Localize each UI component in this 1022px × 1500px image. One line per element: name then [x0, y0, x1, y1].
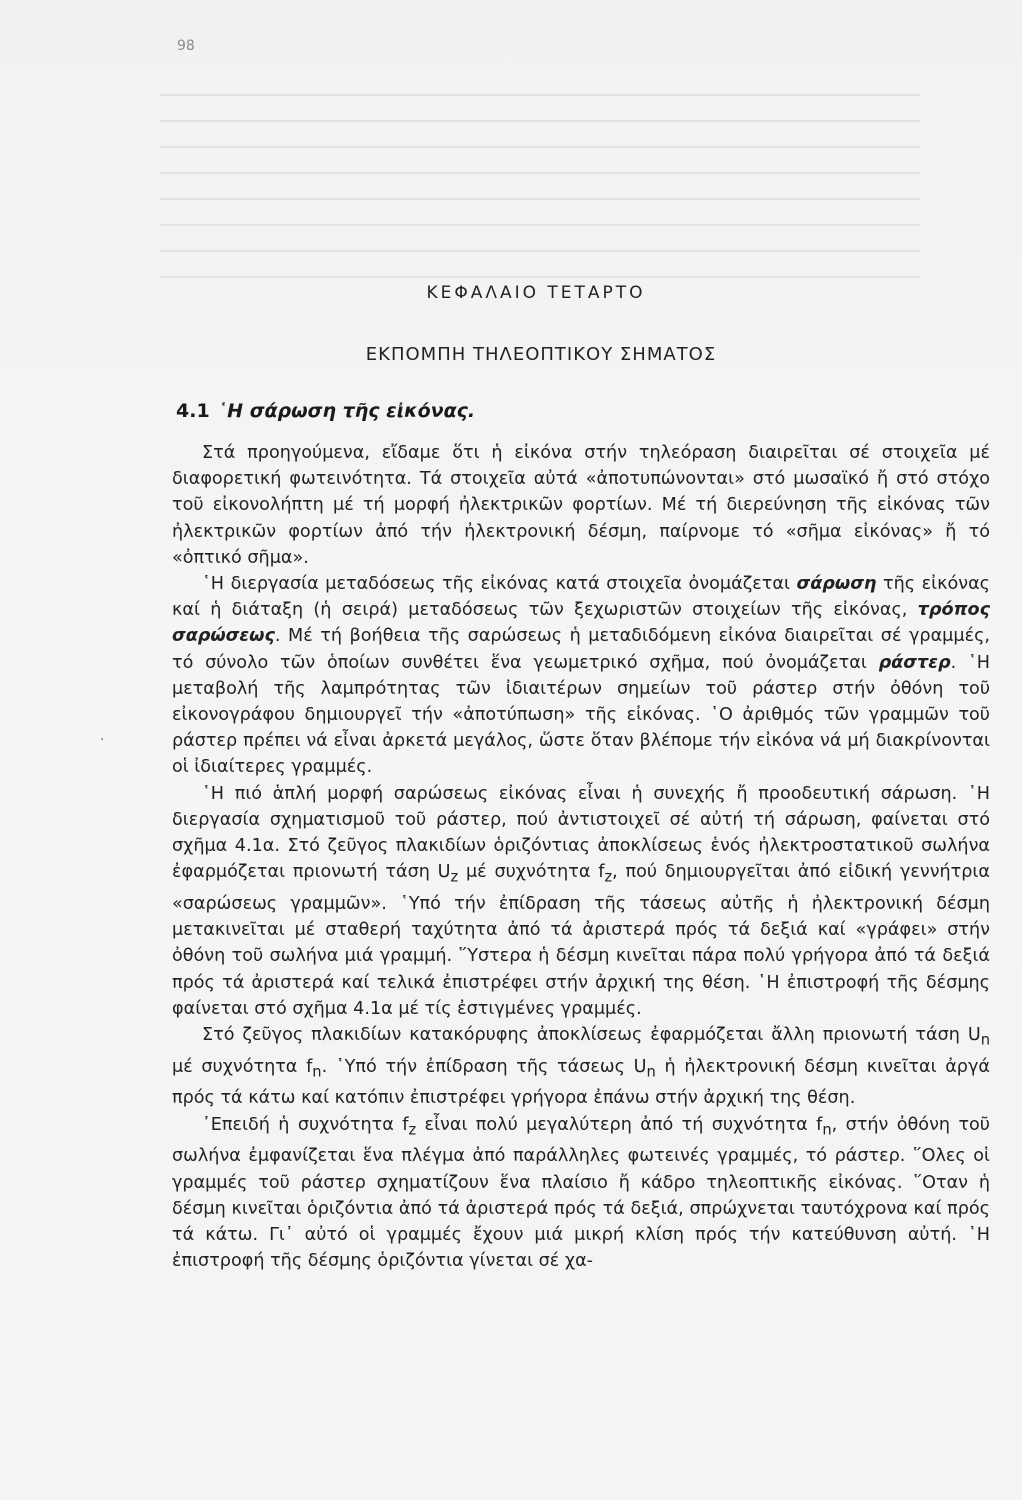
paragraph [172, 440, 990, 571]
keyword-emphasis: ράστερ [878, 652, 951, 673]
subscript: z [408, 1121, 417, 1139]
subscript: n [646, 1063, 656, 1081]
keyword-emphasis: σάρωση [796, 574, 877, 595]
text-run: . ῾Υπό τήν ἐπίδραση τῆς τάσεως U [321, 1056, 647, 1077]
keyword-emphasis: τρόπος σαρώσεως [172, 600, 990, 647]
text-run: εἶναι πολύ μεγαλύτερη ἀπό τή συχνότητα f [416, 1114, 823, 1135]
chapter-subtitle: ΕΚΠΟΜΠΗ ΤΗΛΕΟΠΤΙΚΟΥ ΣΗΜΑΤΟΣ [365, 344, 717, 365]
paragraph [172, 1112, 990, 1275]
section-title: ῾Η σάρωση τῆς εἰκόνας. [217, 400, 476, 422]
body-text [172, 440, 990, 1274]
text-run: . ῾Η μεταβολή τῆς λαμπρότητας τῶν ἰδιαιτέρων σημείων τοῦ ράστερ στήν ὀθόνη τοῦ εἰκονογράφου δημιουργεῖ τήν «ἀποτύπωση» τῆς εἰκόνας. ῾Ο ἀριθμός τῶν γραμμῶν τοῦ ράστερ πρέπει νά εἶναι ἀρκετά μεγάλος, ὥστε ὅταν βλέπομε τήν εἰκόνα νά μή διακρίνονται οἱ ἰδιαίτερες γραμμές. [172, 652, 990, 778]
chapter-heading: ΚΕΦΑΛΑΙΟ ΤΕΤΑΡΤΟ [426, 283, 646, 303]
subscript: n [980, 1031, 990, 1049]
section-heading [176, 400, 475, 422]
subscript: n [822, 1121, 832, 1139]
text-run: Στά προηγούμενα, εἴδαμε ὅτι ἡ εἰκόνα στήν τηλεόραση διαιρεῖται σέ στοιχεῖα μέ διαφορετική φωτεινότητα. Τά στοιχεῖα αὐτά «ἀποτυπώνονται» στό μωσαϊκό ἤ στό στόχο τοῦ εἰκονολήπτη μέ τή μορφή ἠλεκτρικῶν φορτίων. Μέ τή διερεύνηση τῆς εἰκόνας τῶν ἠλεκτρικῶν φορτίων ἀπό τήν ἠλεκτρονική δέσμη, παίρνομε τό «σῆμα εἰκόνας» ἤ τό «ὀπτικό σῆμα». [172, 443, 990, 568]
section-number: 4.1 [176, 400, 210, 422]
text-run: , στήν ὀθόνη τοῦ σωλήνα ἐμφανίζεται ἕνα πλέγμα ἀπό παράλληλες φωτεινές γραμμές, τό ράστερ. ῞Ολες οἱ γραμμές τοῦ ράστερ σχηματίζουν ἕνα πλαίσιο ἤ κάδρο τηλεοπτικῆς εἰκόνας. ῞Οταν ἡ δέσμη κινεῖται ὁριζόντια ἀπό τά ἀριστερά πρός τά δεξιά, σπρώχνεται ταυτόχρονα καί πρός τά κάτω. Γι᾿ αὐτό οἱ γραμμές ἔχουν μιά μικρή κλίση πρός τήν κατεύθυνση αὐτή. ῾Η ἐπιστροφή τῆς δέσμης ὁριζόντια γίνεται σέ χα- [172, 1114, 990, 1272]
text-run: ῾Η πιό ἁπλή μορφή σαρώσεως εἰκόνας εἶναι ἡ συνεχής ἤ προοδευτική σάρωση. ῾Η διεργασία σχηματισμοῦ τοῦ ράστερ, πού ἀντιστοιχεῖ σέ αὐτή τή σάρωση, φαίνεται στό σχῆμα 4.1α. Στό ζεῦγος πλακιδίων ὁριζόντιας ἀποκλίσεως ἑνός ἠλεκτροστατικοῦ σωλήνα ἐφαρμόζεται πριονωτή τάση U [172, 783, 990, 883]
text-run: ἡ ἠλεκτρονική δέσμη κινεῖται ἀργά πρός τά κάτω καί κατόπιν ἐπιστρέφει γρήγορα ἐπάνω στήν ἀρχική της θέση. [172, 1056, 990, 1109]
text-run: . Μέ τή βοήθεια τῆς σαρώσεως ἡ μεταδιδόμενη εἰκόνα διαιρεῖται σέ γραμμές, τό σύνολο τῶν ὁποίων συνθέτει ἕνα γεωμετρικό σχῆμα, πού ὀνομάζεται [172, 626, 990, 673]
text-run: Στό ζεῦγος πλακιδίων κατακόρυφης ἀποκλίσεως ἐφαρμόζεται ἄλλη πριονωτή τάση U [202, 1024, 981, 1045]
margin-mark: . [100, 728, 105, 744]
paragraph [172, 1022, 990, 1112]
text-run: τῆς εἰκόνας καί ἡ διάταξη (ἡ σειρά) μεταδόσεως τῶν ξεχωριστῶν στοιχείων τῆς εἰκόνας, [172, 574, 990, 621]
text-run: μέ συχνότητα f [172, 1056, 313, 1077]
paragraph [172, 571, 990, 781]
subscript: n [312, 1063, 322, 1081]
text-run: ῾Η διεργασία μεταδόσεως τῆς εἰκόνας κατά στοιχεῖα ὀνομάζεται [202, 574, 797, 595]
paragraph [172, 781, 990, 1022]
text-run: ᾿Επειδή ἡ συχνότητα f [202, 1114, 409, 1135]
text-run: μέ συχνότητα f [458, 862, 605, 883]
subscript: z [450, 868, 459, 886]
page-number: 98 [177, 38, 195, 54]
subscript: z [604, 868, 613, 886]
text-run: , πού δημιουργεῖται ἀπό εἰδική γεννήτρια «σαρώσεως γραμμῶν». ῾Υπό τήν ἐπίδραση τῆς τάσεως αὐτῆς ἡ ἠλεκτρονική δέσμη μετακινεῖται μέ σταθερή ταχύτητα ἀπό τά ἀριστερά πρός τά δεξιά καί «γράφει» στήν ὀθόνη τοῦ σωλήνα μιά γραμμή. ῞Υστερα ἡ δέσμη κινεῖται πάρα πολύ γρήγορα ἀπό τά δεξιά πρός τά ἀριστερά καί τελικά ἐπιστρέφει στήν ἀρχική της θέση. ῾Η ἐπιστροφή τῆς δέσμης φαίνεται στό σχῆμα 4.1α μέ τίς ἐστιγμένες γραμμές. [172, 862, 990, 1019]
